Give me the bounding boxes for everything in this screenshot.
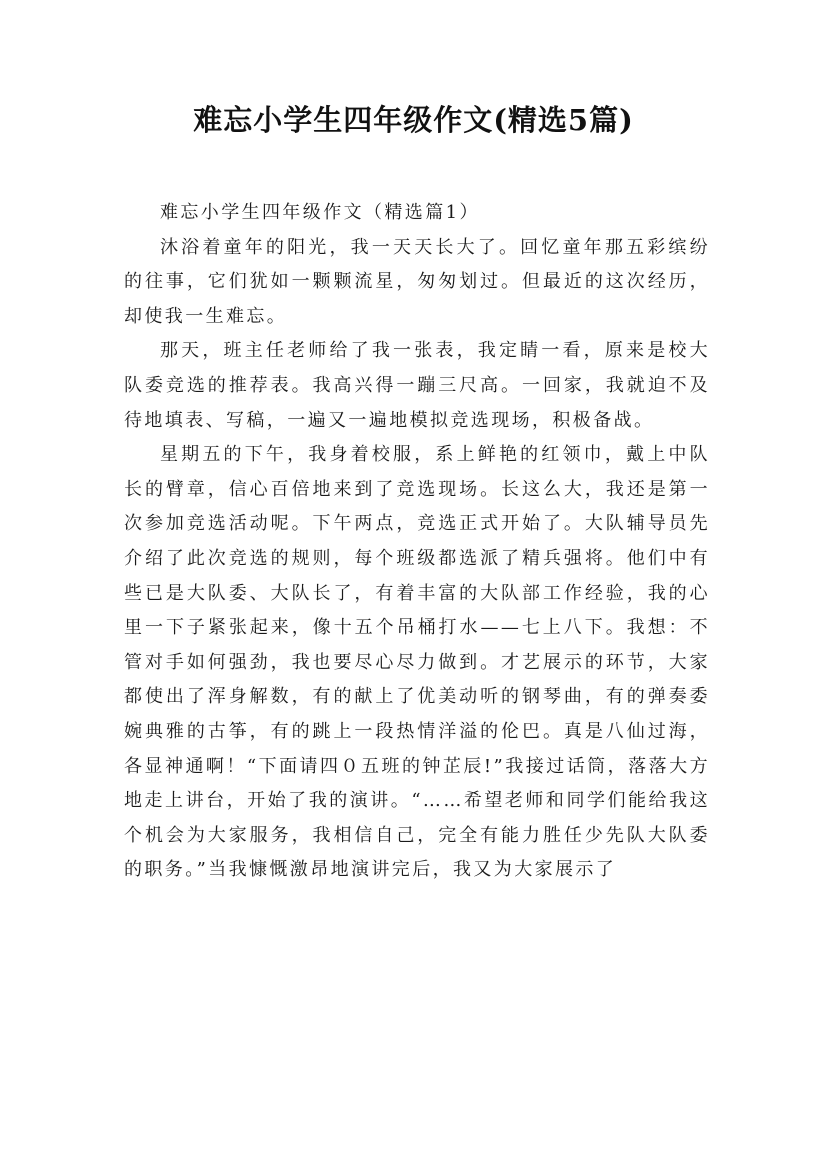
paragraph: 沐浴着童年的阳光，我一天天长大了。回忆童年那五彩缤纷的往事，它们犹如一颗颗流星，匆匆划过。但最近的这次经历，却使我一生难忘。 xyxy=(124,236,710,327)
section-heading: 难忘小学生四年级作文（精选篇1） xyxy=(160,202,480,223)
paragraph: 那天，班主任老师给了我一张表，我定睛一看，原来是校大队委竞选的推荐表。我高兴得一蹦三尺高。一回家，我就迫不及待地填表、写稿，一遍又一遍地模拟竞选现场，积极备战。 xyxy=(124,340,710,431)
document-title: 难忘小学生四年级作文(精选5篇) xyxy=(193,103,634,137)
document-body xyxy=(124,196,710,888)
paragraph: 星期五的下午，我身着校服，系上鲜艳的红领巾，戴上中队长的臂章，信心百倍地来到了竞选现场。长这么大，我还是第一次参加竞选活动呢。下午两点，竞选正式开始了。大队辅导员先介绍了此次竞选的规则，每个班级都选派了精兵强将。他们中有些已是大队委、大队长了，有着丰富的大队部工作经验，我的心里一下子紧张起来，像十五个吊桶打水——七上八下。我想：不管对手如何强劲，我也要尽心尽力做到。才艺展示的环节，大家都使出了浑身解数，有的献上了优美动听的钢琴曲，有的弹奏委婉典雅的古筝，有的跳上一段热情洋溢的伦巴。真是八仙过海，各显神通啊！“下面请四０五班的钟芷辰!”我接过话筒，落落大方地走上讲台，开始了我的演讲。“……希望老师和同学们能给我这个机会为大家服务，我相信自己，完全有能力胜任少先队大队委的职务。”当我慷慨激昂地演讲完后，我又为大家展示了 xyxy=(124,444,710,881)
